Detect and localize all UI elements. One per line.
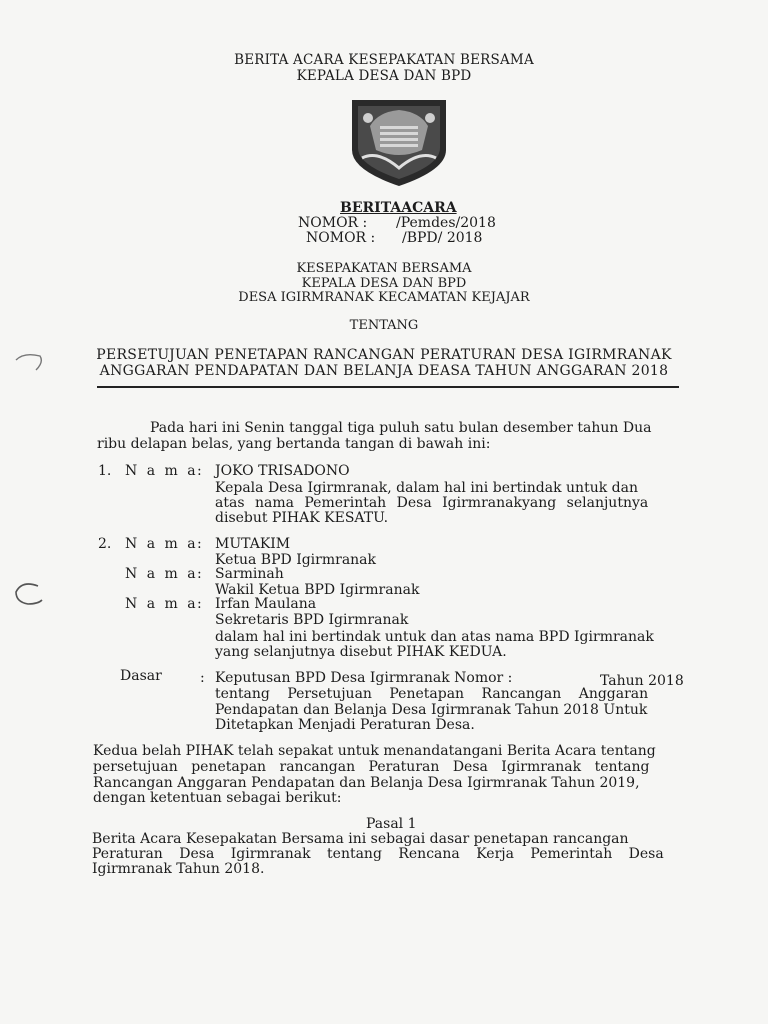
dasar-line1: Keputusan BPD Desa Igirmranak Nomor : [215, 670, 513, 686]
party2-member3-colon: : [197, 596, 202, 612]
party2-member3-role: Sekretaris BPD Igirmranak [215, 612, 409, 628]
party1-nama-label: N a m a [125, 463, 199, 479]
punch-hole-mark-top [14, 352, 46, 378]
party2-desc-line1: dalam hal ini bertindak untuk dan atas nama BPD Igirmranak [215, 629, 654, 645]
pasal1-line2: Peraturan Desa Igirmranak tentang Rencana Kerja Pemerintah Desa [92, 846, 664, 862]
party2-member1-name: MUTAKIM [215, 536, 291, 552]
party1-desc-line1: Kepala Desa Igirmranak, dalam hal ini bertindak untuk dan [215, 480, 638, 496]
agreement-line2: persetujuan penetapan rancangan Peraturan Desa Igirmranak tentang [93, 759, 650, 775]
party1-number: 1. [98, 463, 112, 479]
party2-member1-colon: : [197, 536, 202, 552]
party2-number: 2. [98, 536, 112, 552]
kesepakatan-line1: KESEPAKATAN BERSAMA [296, 261, 472, 276]
party2-member3-label: N a m a [125, 596, 199, 612]
dasar-line1-tahun: Tahun 2018 [600, 673, 684, 689]
kesepakatan-line3: DESA IGIRMRANAK KECAMATAN KEJAJAR [238, 290, 530, 305]
agreement-line4: dengan ketentuan sebagai berikut: [93, 790, 342, 806]
party2-desc-line2: yang selanjutnya disebut PIHAK KEDUA. [215, 644, 507, 660]
pasal1-heading: Pasal 1 [366, 816, 417, 832]
party2-member1-label: N a m a [125, 536, 199, 552]
nomor-pemdes-label: NOMOR : [298, 215, 368, 231]
dasar-colon: : [200, 670, 205, 686]
party2-member2-colon: : [197, 566, 202, 582]
nomor-bpd-value: /BPD/ 2018 [402, 230, 483, 246]
punch-hole-mark-bottom [8, 580, 48, 612]
berita-acara-heading: BERITAACARA [340, 200, 457, 216]
party1-desc-line3: disebut PIHAK KESATU. [215, 510, 389, 526]
party1-desc-line2: atas nama Pemerintah Desa Igirmranakyang selanjutnya [215, 495, 649, 511]
intro-line2: ribu delapan belas, yang bertanda tangan di bawah ini: [97, 436, 491, 452]
dasar-line3: Pendapatan dan Belanja Desa Igirmranak Tahun 2018 Untuk [215, 702, 648, 718]
document-title-line1: BERITA ACARA KESEPAKATAN BERSAMA [234, 52, 534, 68]
party1-name: JOKO TRISADONO [215, 463, 350, 479]
village-coat-of-arms-icon [348, 98, 450, 188]
dasar-line2: tentang Persetujuan Penetapan Rancangan Anggaran [215, 686, 649, 702]
document-title-line2: KEPALA DESA DAN BPD [296, 68, 472, 84]
party2-member3-name: Irfan Maulana [215, 596, 317, 612]
subject-line2: ANGGARAN PENDAPATAN DAN BELANJA DEASA TAHUN ANGGARAN 2018 [99, 363, 669, 379]
nomor-pemdes-value: /Pemdes/2018 [396, 215, 496, 231]
subject-line1: PERSETUJUAN PENETAPAN RANCANGAN PERATURAN DESA IGIRMRANAK [96, 347, 672, 363]
dasar-label: Dasar [120, 668, 162, 684]
subject-divider [97, 386, 679, 388]
nomor-bpd-label: NOMOR : [306, 230, 376, 246]
dasar-line4: Ditetapkan Menjadi Peraturan Desa. [215, 717, 475, 733]
agreement-line3: Rancangan Anggaran Pendapatan dan Belanja Desa Igirmranak Tahun 2019, [93, 775, 640, 791]
party2-member2-label: N a m a [125, 566, 199, 582]
party2-member2-role: Wakil Ketua BPD Igirmranak [215, 582, 420, 598]
agreement-line1: Kedua belah PIHAK telah sepakat untuk menandatangani Berita Acara tentang [93, 743, 656, 759]
party2-member2-name: Sarminah [215, 566, 284, 582]
kesepakatan-line2: KEPALA DESA DAN BPD [301, 276, 467, 291]
party2-member1-role: Ketua BPD Igirmranak [215, 552, 377, 568]
pasal1-line3: Igirmranak Tahun 2018. [92, 861, 265, 877]
party1-colon: : [197, 463, 202, 479]
intro-line1: Pada hari ini Senin tanggal tiga puluh satu bulan desember tahun Dua [150, 420, 652, 436]
tentang-heading: TENTANG [349, 318, 419, 333]
pasal1-line1: Berita Acara Kesepakatan Bersama ini sebagai dasar penetapan rancangan [92, 831, 629, 847]
